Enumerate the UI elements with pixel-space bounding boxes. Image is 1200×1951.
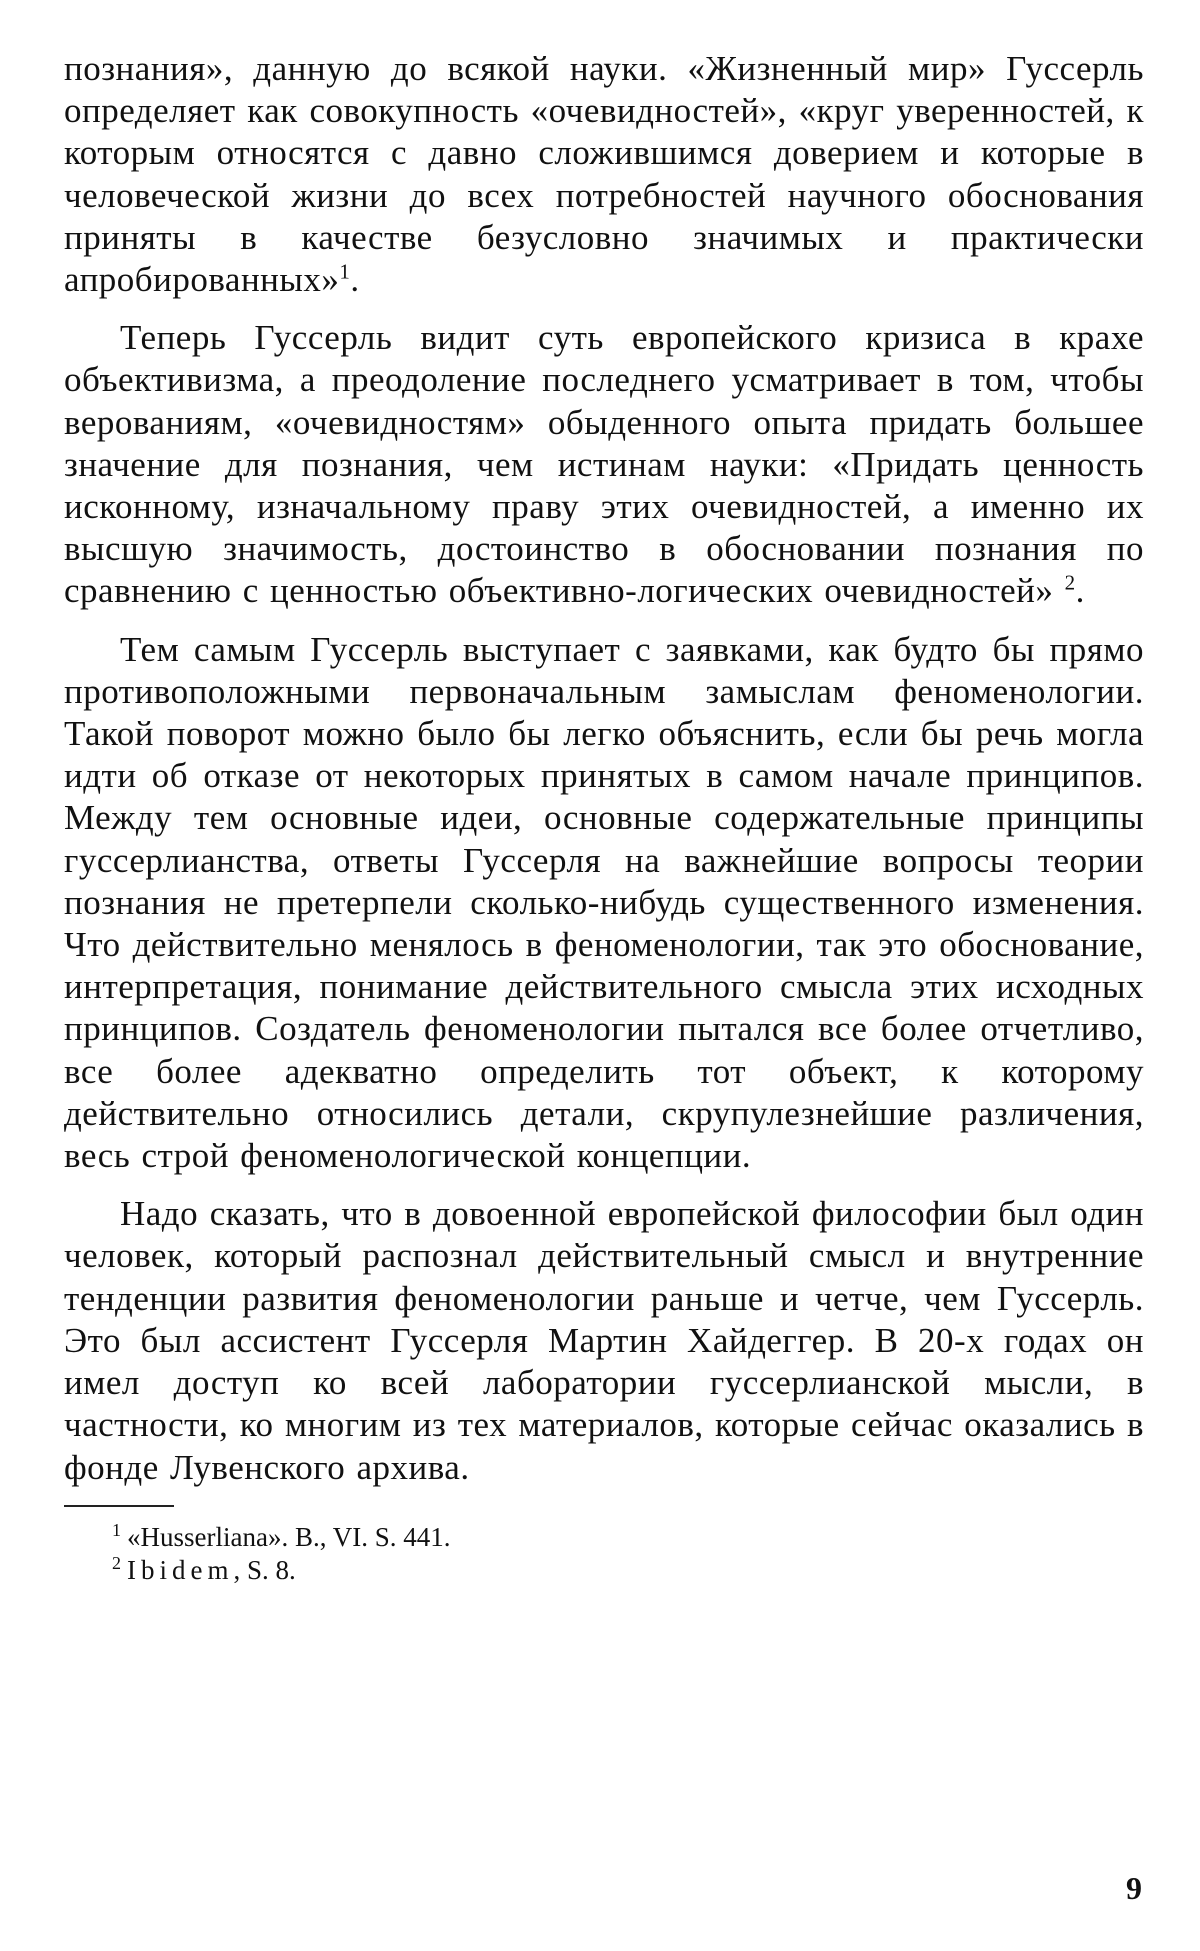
footnotes xyxy=(64,1521,1144,1587)
footnote-2-text: , S. 8. xyxy=(233,1554,296,1585)
footnote-2-marker: 2 xyxy=(112,1552,121,1573)
paragraph-4-text: Надо сказать, что в довоенной европейской философии был один человек, который распознал действительный смысл и внутренние тенденции развития феноменологии раньше и четче, чем Гуссерль. Это был ассистент Гуссерля Мартин Хайдеггер. В 20-х годах он имел доступ ко всей лаборатории гуссерлианской мысли, в частности, ко многим из тех материалов, которые сейчас оказались в фонде Лувенского архива. xyxy=(64,1194,1144,1487)
page-body xyxy=(64,48,1144,1587)
footnote-1-text: «Husserliana». B., VI. S. 441. xyxy=(127,1521,451,1552)
footnote-ref-1: 1 xyxy=(339,259,351,284)
paragraph-1-tail: . xyxy=(350,260,360,300)
footnote-2 xyxy=(112,1554,1144,1587)
footnote-divider xyxy=(64,1505,174,1507)
paragraph-1 xyxy=(64,48,1144,301)
paragraph-2-text: Теперь Гуссерль видит суть европейского кризиса в крахе объективизма, а преодоление последнего усматривает в том, чтобы верованиям, «очевидностям» обыденного опыта придать большее значение для познания, чем истинам науки: «Придать ценность исконному, изначальному праву этих очевидностей, а именно их высшую значимость, достоинство в обосновании познания по сравнению с ценностью объективно-логических очевидностей» xyxy=(64,318,1144,611)
page-number: 9 xyxy=(1126,1870,1142,1906)
footnote-1-marker: 1 xyxy=(112,1519,121,1540)
paragraph-3 xyxy=(64,629,1144,1178)
paragraph-2-tail: . xyxy=(1075,571,1085,611)
paragraph-3-text: Тем самым Гуссерль выступает с заявками, как будто бы прямо противоположными первоначальным замыслам феноменологии. Такой поворот можно было бы легко объяснить, если бы речь могла идти об отказе от некоторых принятых в самом начале принципов. Между тем основные идеи, основные содержательные принципы гуссерлианства, ответы Гуссерля на важнейшие вопросы теории познания не претерпели сколько-нибудь существенного изменения. Что действительно менялось в феноменологии, так это обоснование, интерпретация, понимание действительного смысла этих исходных принципов. Создатель феноменологии пытался все более отчетливо, все более адекватно определить тот объект, к которому действительно относились детали, скрупулезнейшие различения, весь строй феноменологической концепции. xyxy=(64,629,1144,1176)
paragraph-1-text: познания», данную до всякой науки. «Жизненный мир» Гуссерль определяет как совокупность «очевидностей», «круг уверенностей, к которым относятся с давно сложившимся доверием и которые в человеческой жизни до всех потребностей научного обоснования приняты в качестве безусловно значимых и практически апробированных» xyxy=(64,49,1144,300)
paragraph-4 xyxy=(64,1193,1144,1488)
paragraph-2 xyxy=(64,317,1144,612)
footnote-ref-2: 2 xyxy=(1064,570,1076,595)
footnote-1 xyxy=(112,1521,1144,1554)
footnote-2-spaced-word: Ibidem xyxy=(127,1554,234,1585)
